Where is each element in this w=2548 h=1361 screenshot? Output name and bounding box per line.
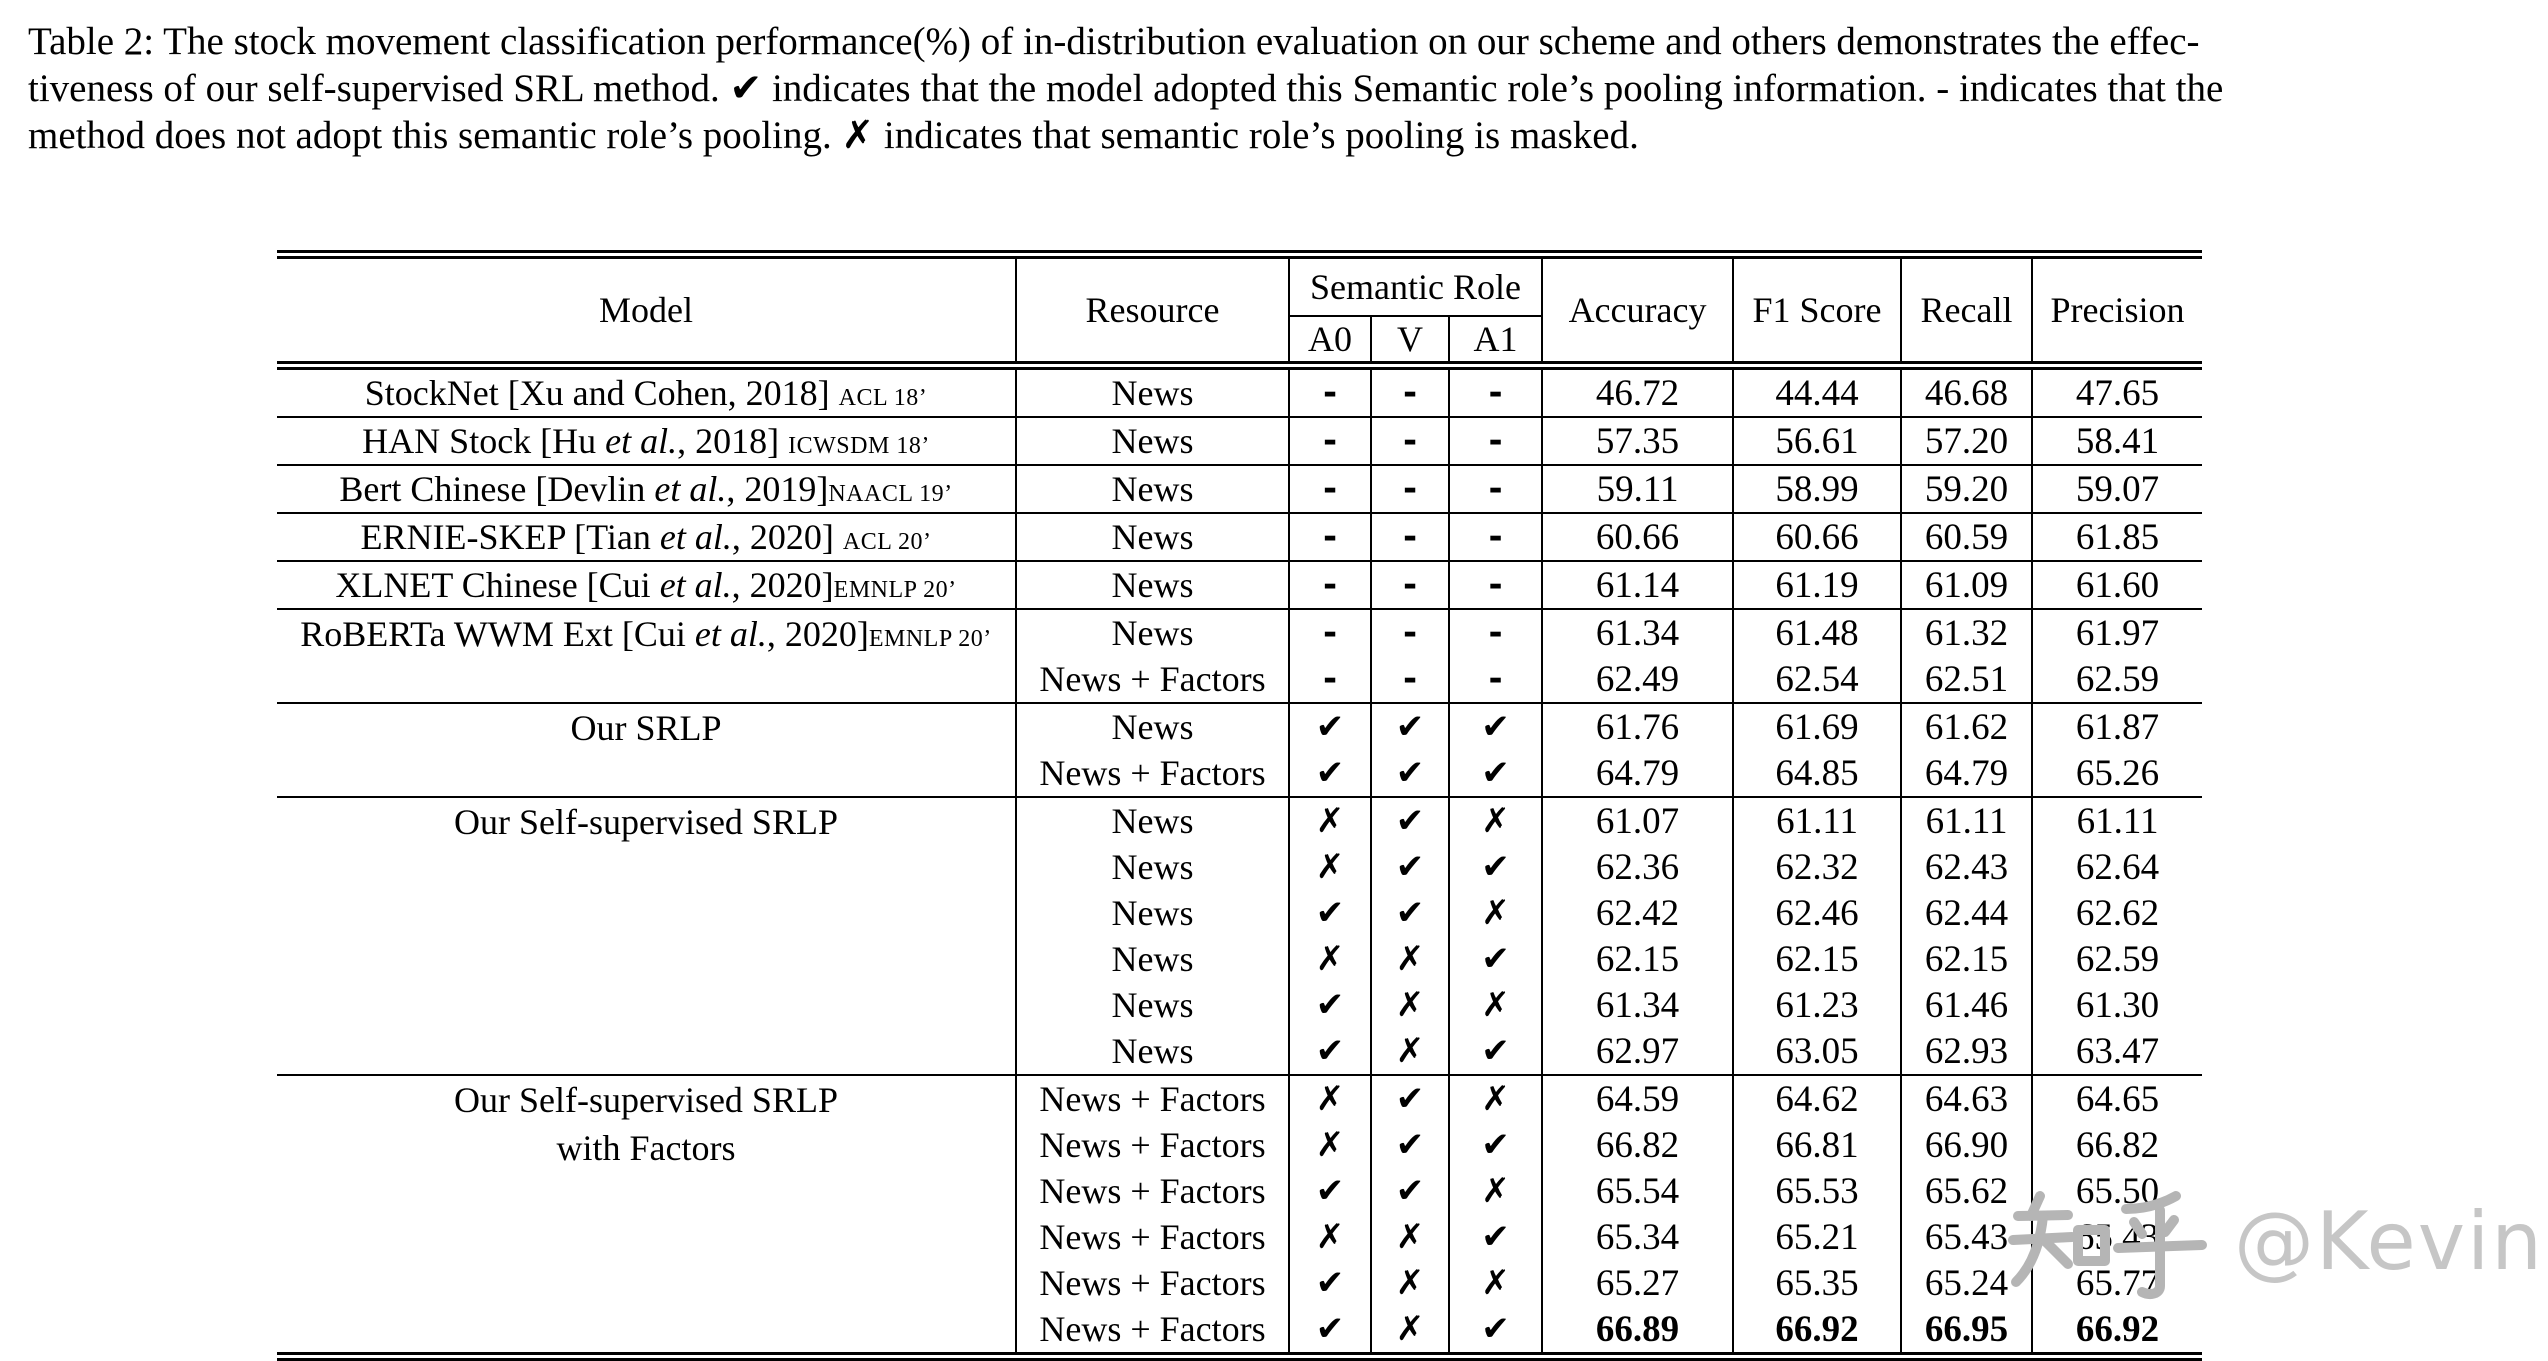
v-cell: ✔ [1371,1122,1449,1168]
a0-cell: - [1289,513,1371,561]
recall-cell: 57.20 [1901,417,2032,465]
recall-cell: 66.95 [1901,1306,2032,1357]
accuracy-cell: 62.15 [1542,936,1733,982]
results-table [277,250,2202,1361]
recall-cell: 62.93 [1901,1028,2032,1075]
accuracy-cell: 60.66 [1542,513,1733,561]
a1-cell: - [1449,417,1542,465]
f1-cell: 66.81 [1733,1122,1901,1168]
recall-cell: 65.24 [1901,1260,2032,1306]
a0-cell: ✗ [1289,844,1371,890]
f1-cell: 56.61 [1733,417,1901,465]
model-cell: Our Self-supervised SRLP [277,797,1016,1075]
table-caption [28,18,2522,159]
f1-cell: 61.11 [1733,797,1901,844]
precision-cell: 64.65 [2032,1075,2202,1122]
resource-cell: News + Factors [1016,1122,1289,1168]
venue-tag: EMNLP 20’ [833,577,957,603]
precision-cell: 59.07 [2032,465,2202,513]
table-row [277,609,2202,656]
venue-tag: EMNLP 20’ [868,626,992,652]
a1-cell: ✗ [1449,1075,1542,1122]
resource-cell: News + Factors [1016,1214,1289,1260]
resource-cell: News [1016,561,1289,609]
table-row [277,366,2202,418]
resource-cell: News [1016,366,1289,418]
f1-cell: 62.15 [1733,936,1901,982]
a1-cell: - [1449,609,1542,656]
a0-cell: ✔ [1289,1306,1371,1357]
venue-tag: ACL 18’ [838,385,928,411]
precision-cell: 61.11 [2032,797,2202,844]
column-header-a0: A0 [1289,316,1371,366]
recall-cell: 59.20 [1901,465,2032,513]
precision-cell: 66.82 [2075,1124,2160,1166]
resource-cell: News + Factors [1016,1260,1289,1306]
model-cell: StockNet [Xu and Cohen, 2018] ACL 18’ [277,366,1016,418]
v-cell: - [1371,561,1449,609]
f1-cell: 62.46 [1733,890,1901,936]
a0-cell: ✗ [1289,1214,1371,1260]
a0-cell: ✗ [1289,936,1371,982]
model-cell: HAN Stock [Hu et al., 2018] ICWSDM 18’ [277,417,1016,465]
a1-cell: ✔ [1449,1028,1542,1075]
recall-cell: 64.63 [1901,1075,2032,1122]
accuracy-cell: 61.07 [1542,797,1733,844]
recall-cell: 66.90 [1901,1122,2032,1168]
a1-cell: ✔ [1449,1214,1542,1260]
recall-cell: 61.11 [1901,797,2032,844]
accuracy-cell: 61.14 [1542,561,1733,609]
v-cell: - [1371,465,1449,513]
resource-cell: News [1016,465,1289,513]
model-cell: XLNET Chinese [Cui et al., 2020]EMNLP 20’ [277,561,1016,609]
a1-cell: - [1449,561,1542,609]
a1-cell: ✔ [1449,750,1542,797]
precision-cell: 65.43 [2075,1216,2160,1258]
a0-cell: ✗ [1289,797,1371,844]
v-cell: ✗ [1371,1306,1449,1357]
resource-cell: News [1016,890,1289,936]
column-header-recall: Recall [1901,255,2032,366]
a1-cell: ✗ [1449,1168,1542,1214]
watermark-handle: @Kevin [2234,1195,2544,1288]
resource-cell: News + Factors [1016,1168,1289,1214]
resource-cell: News [1016,1028,1289,1075]
column-header-model: Model [277,255,1016,366]
table-row [277,465,2202,513]
accuracy-cell: 64.79 [1542,750,1733,797]
precision-cell: 61.97 [2032,609,2202,656]
precision-cell: 62.59 [2075,938,2160,980]
recall-cell: 61.09 [1901,561,2032,609]
precision-cell: 62.64 [2075,846,2160,888]
model-cell: Our SRLP [277,703,1016,797]
caption-line-2: tiveness of our self-supervised SRL method. ✔ indicates that the model adopted this Semantic role’s pooling information. - indicates that the [28,67,2224,110]
a1-cell: ✔ [1449,1122,1542,1168]
f1-cell: 61.69 [1733,703,1901,750]
model-cell: RoBERTa WWM Ext [Cui et al., 2020]EMNLP 20’ [277,609,1016,703]
precision-cell: 61.60 [2032,561,2202,609]
table-row [277,561,2202,609]
accuracy-cell: 65.27 [1542,1260,1733,1306]
f1-cell: 66.92 [1733,1306,1901,1357]
recall-cell: 61.46 [1901,982,2032,1028]
a0-cell: - [1289,656,1371,703]
v-cell: ✔ [1371,1075,1449,1122]
accuracy-cell: 46.72 [1542,366,1733,418]
recall-cell: 62.51 [1901,656,2032,703]
a1-cell: - [1449,656,1542,703]
accuracy-cell: 62.49 [1542,656,1733,703]
v-cell: ✗ [1371,1028,1449,1075]
column-header-f1: F1 Score [1733,255,1901,366]
results-table-wrapper [277,250,2202,1361]
a0-cell: ✔ [1289,1168,1371,1214]
f1-cell: 65.53 [1733,1168,1901,1214]
precision-cell: 58.41 [2032,417,2202,465]
a1-cell: - [1449,513,1542,561]
recall-cell: 65.62 [1901,1168,2032,1214]
precision-cell: 62.59 [2075,658,2160,700]
accuracy-cell: 59.11 [1542,465,1733,513]
a0-cell: - [1289,561,1371,609]
f1-cell: 62.32 [1733,844,1901,890]
resource-cell: News + Factors [1016,656,1289,703]
precision-cell: 61.30 [2075,984,2160,1026]
v-cell: - [1371,656,1449,703]
venue-tag: ACL 20’ [842,529,932,555]
accuracy-cell: 61.76 [1542,703,1733,750]
column-header-accuracy: Accuracy [1542,255,1733,366]
a1-cell: ✗ [1449,1260,1542,1306]
recall-cell: 62.15 [1901,936,2032,982]
v-cell: ✗ [1371,1260,1449,1306]
v-cell: ✗ [1371,936,1449,982]
model-cell: Our Self-supervised SRLP with Factors [277,1075,1016,1357]
v-cell: - [1371,513,1449,561]
recall-cell: 61.32 [1901,609,2032,656]
a0-cell: ✗ [1289,1075,1371,1122]
f1-cell: 61.23 [1733,982,1901,1028]
venue-tag: NAACL 19’ [828,481,953,507]
f1-cell: 58.99 [1733,465,1901,513]
recall-cell: 65.43 [1901,1214,2032,1260]
table-row [277,797,2202,844]
recall-cell: 60.59 [1901,513,2032,561]
resource-cell: News [1016,982,1289,1028]
a1-cell: ✗ [1449,982,1542,1028]
v-cell: ✔ [1371,890,1449,936]
a0-cell: ✔ [1289,703,1371,750]
accuracy-cell: 61.34 [1542,982,1733,1028]
a0-cell: ✔ [1289,1260,1371,1306]
a0-cell: - [1289,465,1371,513]
f1-cell: 65.35 [1733,1260,1901,1306]
accuracy-cell: 62.42 [1542,890,1733,936]
column-header-resource: Resource [1016,255,1289,366]
table-row [277,513,2202,561]
a1-cell: ✔ [1449,936,1542,982]
a1-cell: ✔ [1449,1306,1542,1357]
a0-cell: ✗ [1289,1122,1371,1168]
table-row [277,703,2202,750]
v-cell: ✗ [1371,982,1449,1028]
f1-cell: 65.21 [1733,1214,1901,1260]
v-cell: - [1371,417,1449,465]
resource-cell: News + Factors [1016,1306,1289,1357]
table-row [277,417,2202,465]
v-cell: ✗ [1371,1214,1449,1260]
resource-cell: News [1016,513,1289,561]
model-cell: Bert Chinese [Devlin et al., 2019]NAACL 19’ [277,465,1016,513]
table-row [277,1075,2202,1122]
accuracy-cell: 65.54 [1542,1168,1733,1214]
v-cell: ✔ [1371,750,1449,797]
accuracy-cell: 62.97 [1542,1028,1733,1075]
f1-cell: 44.44 [1733,366,1901,418]
accuracy-cell: 66.82 [1542,1122,1733,1168]
f1-cell: 60.66 [1733,513,1901,561]
v-cell: ✔ [1371,797,1449,844]
resource-cell: News [1016,609,1289,656]
a0-cell: ✔ [1289,982,1371,1028]
v-cell: - [1371,609,1449,656]
resource-cell: News [1016,417,1289,465]
resource-cell: News [1016,703,1289,750]
v-cell: ✔ [1371,844,1449,890]
a0-cell: ✔ [1289,1028,1371,1075]
v-cell: ✔ [1371,1168,1449,1214]
precision-cell: 65.26 [2075,752,2160,794]
column-header-precision: Precision [2050,290,2185,330]
resource-cell: News [1016,797,1289,844]
a0-cell: - [1289,366,1371,418]
accuracy-cell: 66.89 [1542,1306,1733,1357]
f1-cell: 61.48 [1733,609,1901,656]
a0-cell: - [1289,609,1371,656]
f1-cell: 64.62 [1733,1075,1901,1122]
resource-cell: News [1016,936,1289,982]
accuracy-cell: 65.34 [1542,1214,1733,1260]
a1-cell: - [1449,366,1542,418]
precision-cell: 63.47 [2075,1030,2160,1072]
recall-cell: 64.79 [1901,750,2032,797]
recall-cell: 62.44 [1901,890,2032,936]
f1-cell: 62.54 [1733,656,1901,703]
caption-line-1: Table 2: The stock movement classification performance(%) of in-distribution evaluation on our scheme and others demonstrates the effec- [28,20,2200,63]
column-header-v: V [1371,316,1449,366]
precision-cell: 61.87 [2032,703,2202,750]
a1-cell: ✗ [1449,890,1542,936]
v-cell: - [1371,366,1449,418]
a1-cell: ✗ [1449,797,1542,844]
a0-cell: ✔ [1289,890,1371,936]
recall-cell: 62.43 [1901,844,2032,890]
accuracy-cell: 64.59 [1542,1075,1733,1122]
accuracy-cell: 57.35 [1542,417,1733,465]
zhihu-watermark [2008,1188,2544,1300]
accuracy-cell: 61.34 [1542,609,1733,656]
a1-cell: ✔ [1449,703,1542,750]
f1-cell: 64.85 [1733,750,1901,797]
f1-cell: 61.19 [1733,561,1901,609]
column-header-a1: A1 [1449,316,1542,366]
zhihu-logo-icon [2008,1188,2208,1300]
precision-cell: 62.62 [2075,892,2160,934]
venue-tag: ICWSDM 18’ [788,433,930,459]
precision-cell: 66.92 [2075,1308,2160,1350]
caption-line-3: method does not adopt this semantic role’s pooling. ✗ indicates that semantic role’s pooling is masked. [28,114,1639,157]
column-header-semantic-role: Semantic Role [1289,255,1542,317]
a0-cell: - [1289,417,1371,465]
a0-cell: ✔ [1289,750,1371,797]
resource-cell: News + Factors [1016,1075,1289,1122]
a1-cell: - [1449,465,1542,513]
precision-cell: 47.65 [2075,372,2160,414]
precision-cell: 65.77 [2075,1262,2160,1304]
recall-cell: 61.62 [1901,703,2032,750]
header-row-1 [277,255,2202,317]
accuracy-cell: 62.36 [1542,844,1733,890]
model-cell: ERNIE-SKEP [Tian et al., 2020] ACL 20’ [277,513,1016,561]
resource-cell: News + Factors [1016,750,1289,797]
f1-cell: 63.05 [1733,1028,1901,1075]
recall-cell: 46.68 [1901,366,2032,418]
a1-cell: ✔ [1449,844,1542,890]
precision-cell: 61.85 [2032,513,2202,561]
v-cell: ✔ [1371,703,1449,750]
precision-cell: 65.50 [2075,1170,2160,1212]
resource-cell: News [1016,844,1289,890]
